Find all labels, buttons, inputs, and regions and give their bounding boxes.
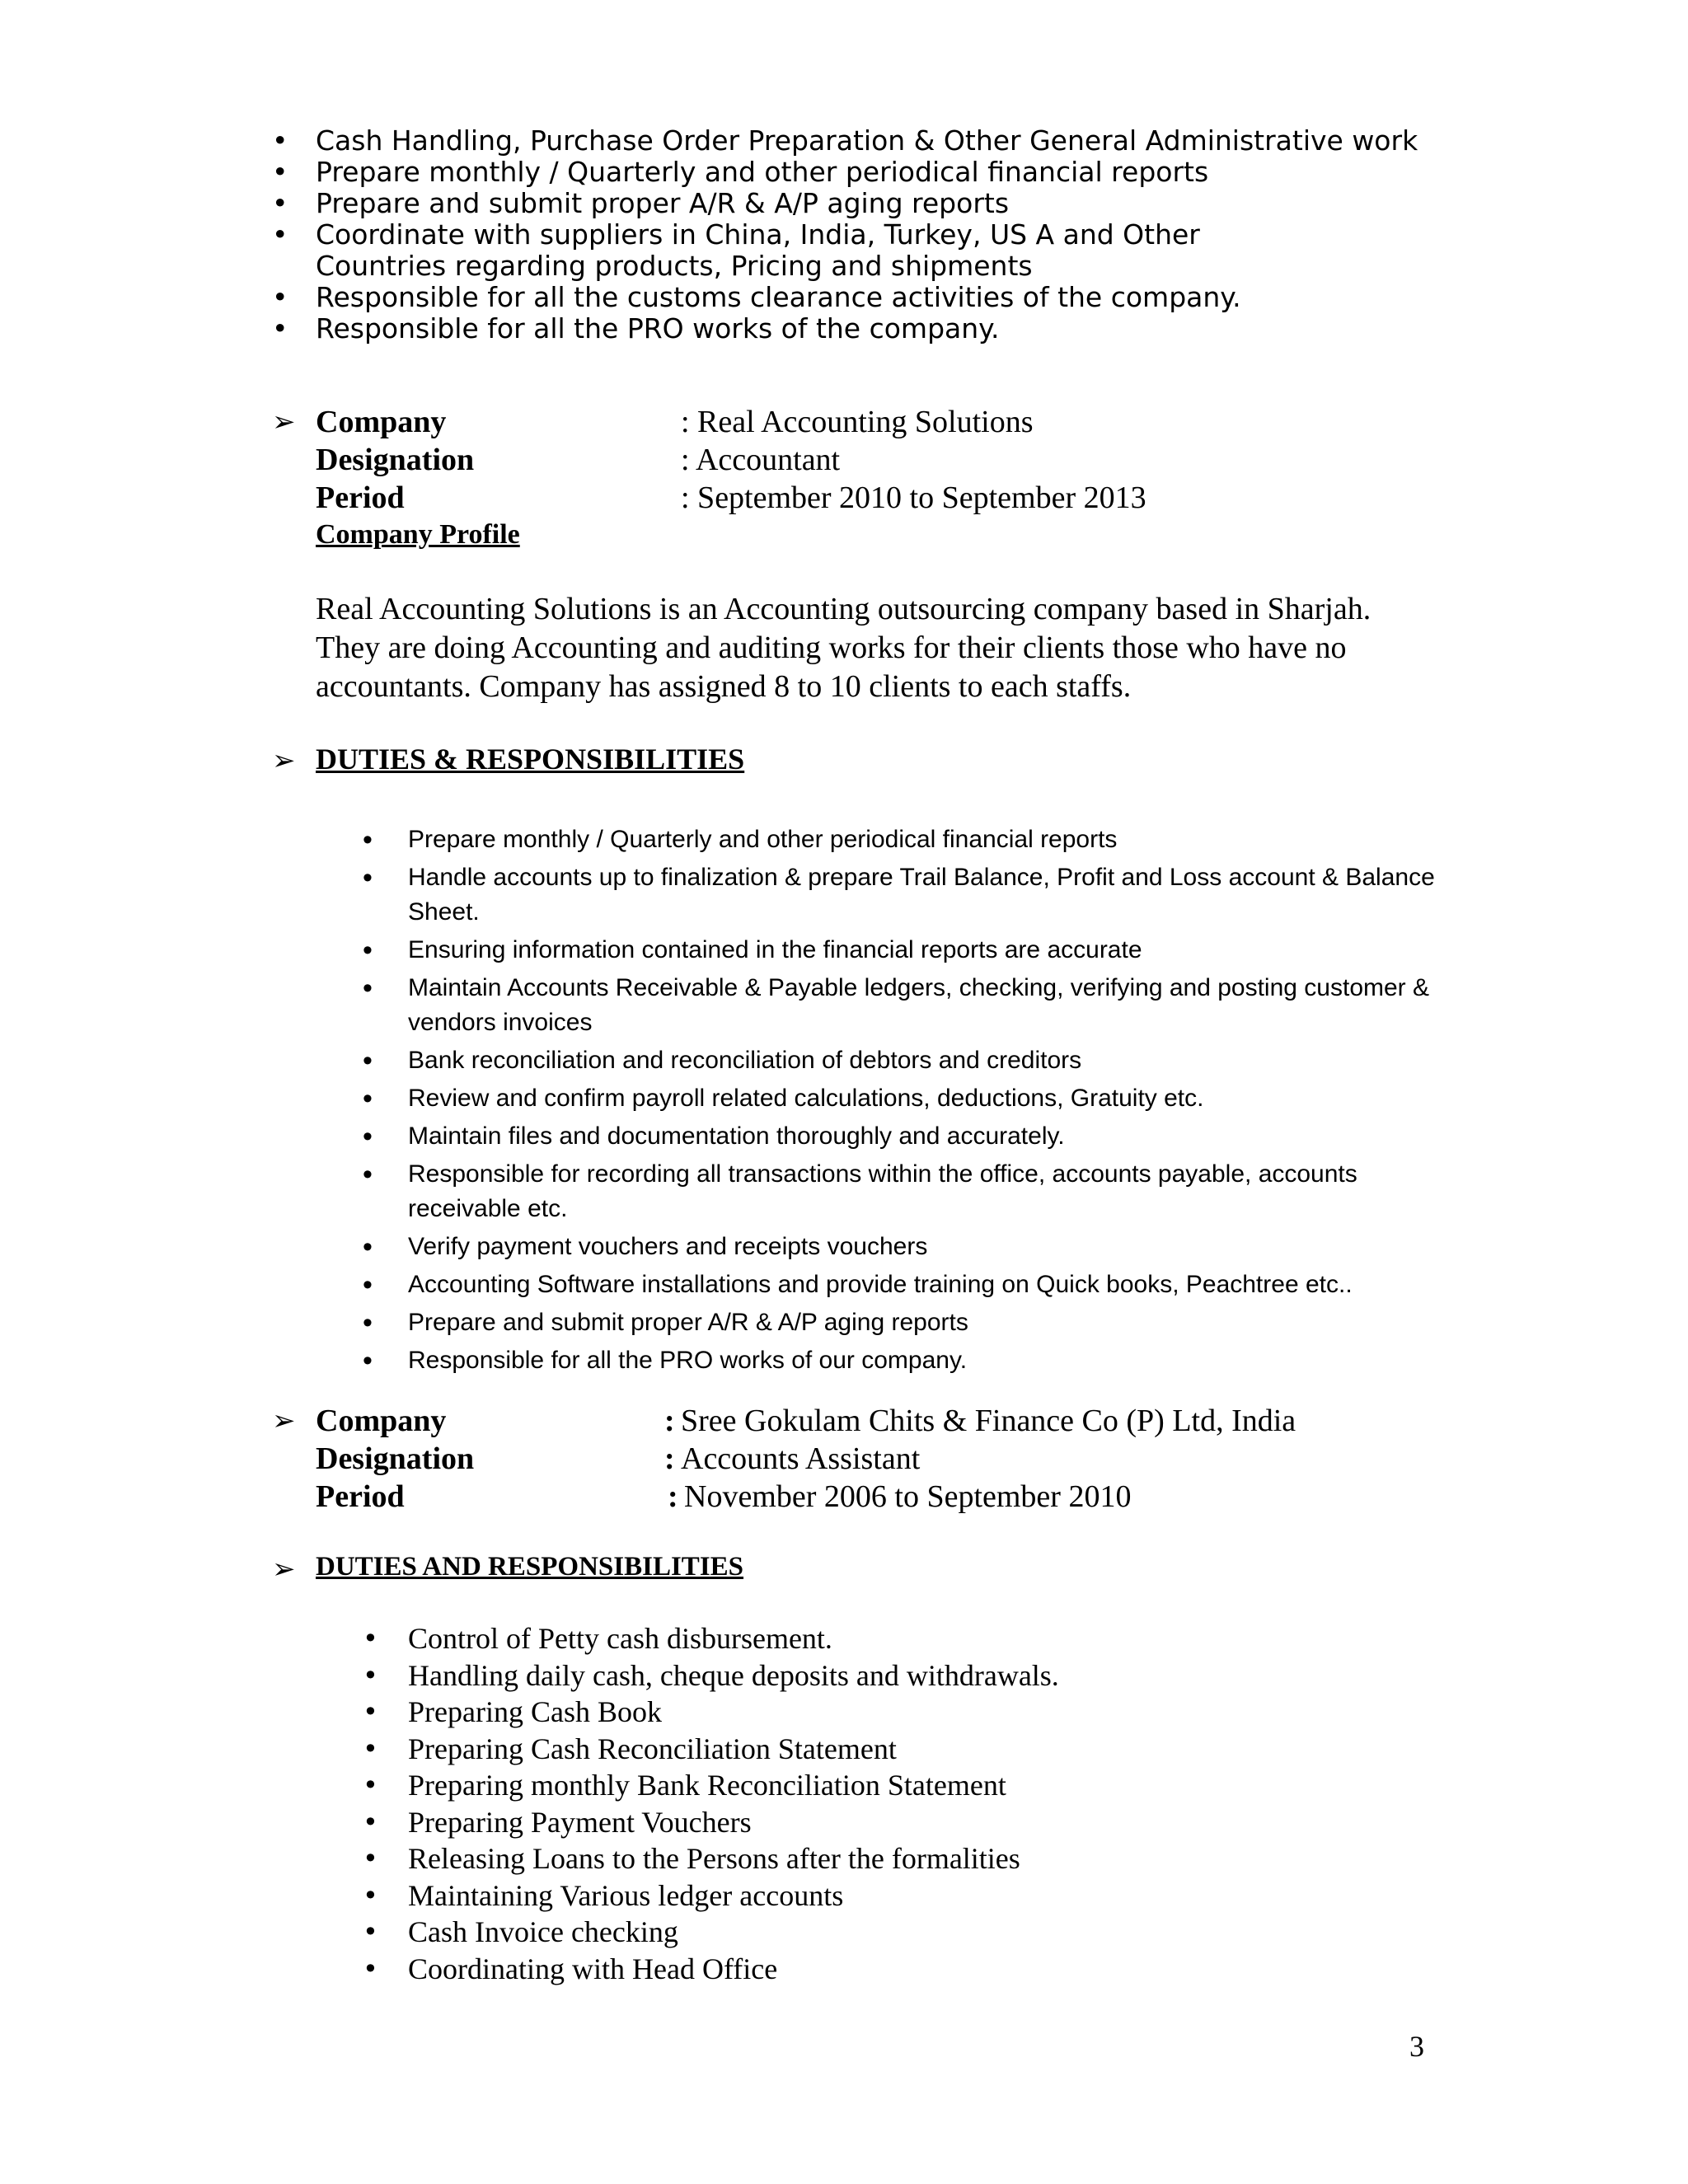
arrow-bullet-icon: ➢	[272, 405, 296, 438]
bullet-icon: •	[363, 1952, 378, 1985]
company-value: : Real Accounting Solutions	[681, 405, 1034, 439]
list-item: • Maintain files and documentation thoroughly and accurately.	[363, 1121, 1065, 1152]
bullet-icon: •	[363, 1159, 373, 1190]
bullet-icon: •	[363, 1045, 373, 1076]
company-profile-heading: Company Profile	[316, 519, 520, 550]
bullet-icon: •	[363, 824, 373, 855]
bullet-icon: •	[272, 187, 288, 219]
job1-duties-list	[363, 823, 1451, 1381]
list-item: • Preparing Payment Vouchers	[363, 1804, 1434, 1841]
list-item: • Cash Invoice checking	[363, 1914, 1434, 1951]
list-item: • Verify payment vouchers and receipts vouchers	[363, 1231, 928, 1263]
company-profile-text: Real Accounting Solutions is an Accounting outsourcing company based in Sharjah. They are doing Accounting and auditing works for their clients those who have no accountants. Company has assigned 8 to 10 clients to each staffs.	[316, 592, 1372, 704]
company-value: Sree Gokulam Chits & Finance Co (P) Ltd, India	[681, 1404, 1296, 1438]
arrow-bullet-icon: ➢	[272, 1404, 296, 1437]
bullet-icon: •	[363, 1121, 373, 1152]
bullet-icon: •	[363, 1879, 378, 1911]
list-item: • Prepare and submit proper A/R & A/P aging reports	[363, 1307, 968, 1338]
bullet-icon: •	[363, 1231, 373, 1263]
bullet-icon: •	[363, 1083, 373, 1114]
list-item: • Handling daily cash, cheque deposits and withdrawals.	[363, 1657, 1434, 1694]
designation-label: Designation	[316, 443, 475, 477]
list-item: • Responsible for all the customs clearance activities of the company.	[272, 281, 1241, 313]
list-item: • Maintain Accounts Receivable & Payable ledgers, checking, verifying and posting customer & vendors invoices	[363, 972, 1430, 1036]
top-bullet-list	[272, 125, 1467, 344]
bullet-icon: •	[272, 218, 288, 251]
company-label: Company	[316, 1404, 447, 1438]
list-item: • Preparing Cash Reconciliation Statement	[363, 1731, 1434, 1768]
designation-value: Accounts Assistant	[681, 1441, 921, 1476]
list-item: • Ensuring information contained in the financial reports are accurate	[363, 935, 1142, 966]
arrow-bullet-icon: ➢	[272, 744, 296, 777]
bullet-icon: •	[363, 1659, 378, 1691]
bullet-icon: •	[363, 972, 373, 1004]
bullet-icon: •	[363, 1806, 378, 1838]
bullet-icon: •	[272, 124, 288, 157]
list-item: • Preparing Cash Book	[363, 1694, 1434, 1731]
bullet-icon: •	[363, 862, 373, 893]
company-label: Company	[316, 405, 447, 439]
list-item: • Coordinate with suppliers in China, India, Turkey, US A and Other Countries regarding products, Pricing and shipments	[272, 218, 1200, 282]
list-item: • Maintaining Various ledger accounts	[363, 1877, 1434, 1915]
list-item: • Responsible for all the PRO works of the company.	[272, 312, 1000, 344]
list-item: • Accounting Software installations and provide training on Quick books, Peachtree etc..	[363, 1269, 1353, 1301]
duties-heading: DUTIES & RESPONSIBILITIES	[316, 743, 745, 776]
list-item: • Coordinating with Head Office	[363, 1951, 1434, 1988]
bullet-icon: •	[363, 935, 373, 966]
bullet-icon: •	[363, 1696, 378, 1727]
page-number: 3	[1409, 2030, 1424, 2063]
colon: :	[664, 1404, 675, 1438]
bullet-icon: •	[272, 312, 288, 344]
bullet-icon: •	[363, 1916, 378, 1947]
bullet-icon: •	[363, 1769, 378, 1801]
bullet-icon: •	[363, 1732, 378, 1765]
list-item: • Bank reconciliation and reconciliation of debtors and creditors	[363, 1045, 1082, 1076]
period-label: Period	[316, 480, 405, 515]
designation-value: : Accountant	[681, 443, 841, 477]
list-item: • Prepare and submit proper A/R & A/P aging reports	[272, 187, 1010, 219]
arrow-bullet-icon: ➢	[272, 1553, 296, 1586]
list-item: • Preparing monthly Bank Reconciliation Statement	[363, 1767, 1434, 1804]
list-item: • Prepare monthly / Quarterly and other periodical financial reports	[272, 156, 1209, 188]
period-label: Period	[316, 1479, 405, 1514]
duties-heading: DUTIES AND RESPONSIBILITIES	[316, 1552, 744, 1582]
bullet-icon: •	[363, 1269, 373, 1301]
list-item: • Cash Handling, Purchase Order Preparation & Other General Administrative work	[272, 124, 1418, 157]
list-item: • Responsible for all the PRO works of our company.	[363, 1345, 968, 1376]
bullet-icon: •	[363, 1307, 373, 1338]
job2-duties-list	[363, 1620, 1434, 1987]
list-item: • Control of Petty cash disbursement.	[363, 1620, 1434, 1657]
bullet-icon: •	[272, 156, 288, 188]
period-value: November 2006 to September 2010	[684, 1479, 1132, 1514]
list-item: • Prepare monthly / Quarterly and other periodical financial reports	[363, 824, 1118, 855]
colon: :	[668, 1479, 678, 1514]
period-value: : September 2010 to September 2013	[681, 480, 1146, 515]
designation-label: Designation	[316, 1441, 475, 1476]
bullet-icon: •	[363, 1843, 378, 1874]
bullet-icon: •	[272, 281, 288, 313]
list-item: • Releasing Loans to the Persons after the formalities	[363, 1840, 1434, 1877]
list-item: • Review and confirm payroll related calculations, deductions, Gratuity etc.	[363, 1083, 1204, 1114]
colon: :	[664, 1441, 675, 1476]
bullet-icon: •	[363, 1345, 373, 1376]
list-item: • Responsible for recording all transactions within the office, accounts payable, accounts receivable etc.	[363, 1159, 1357, 1222]
list-item: • Handle accounts up to finalization & prepare Trail Balance, Profit and Loss account & Balance Sheet.	[363, 862, 1435, 926]
bullet-icon: •	[363, 1623, 378, 1654]
